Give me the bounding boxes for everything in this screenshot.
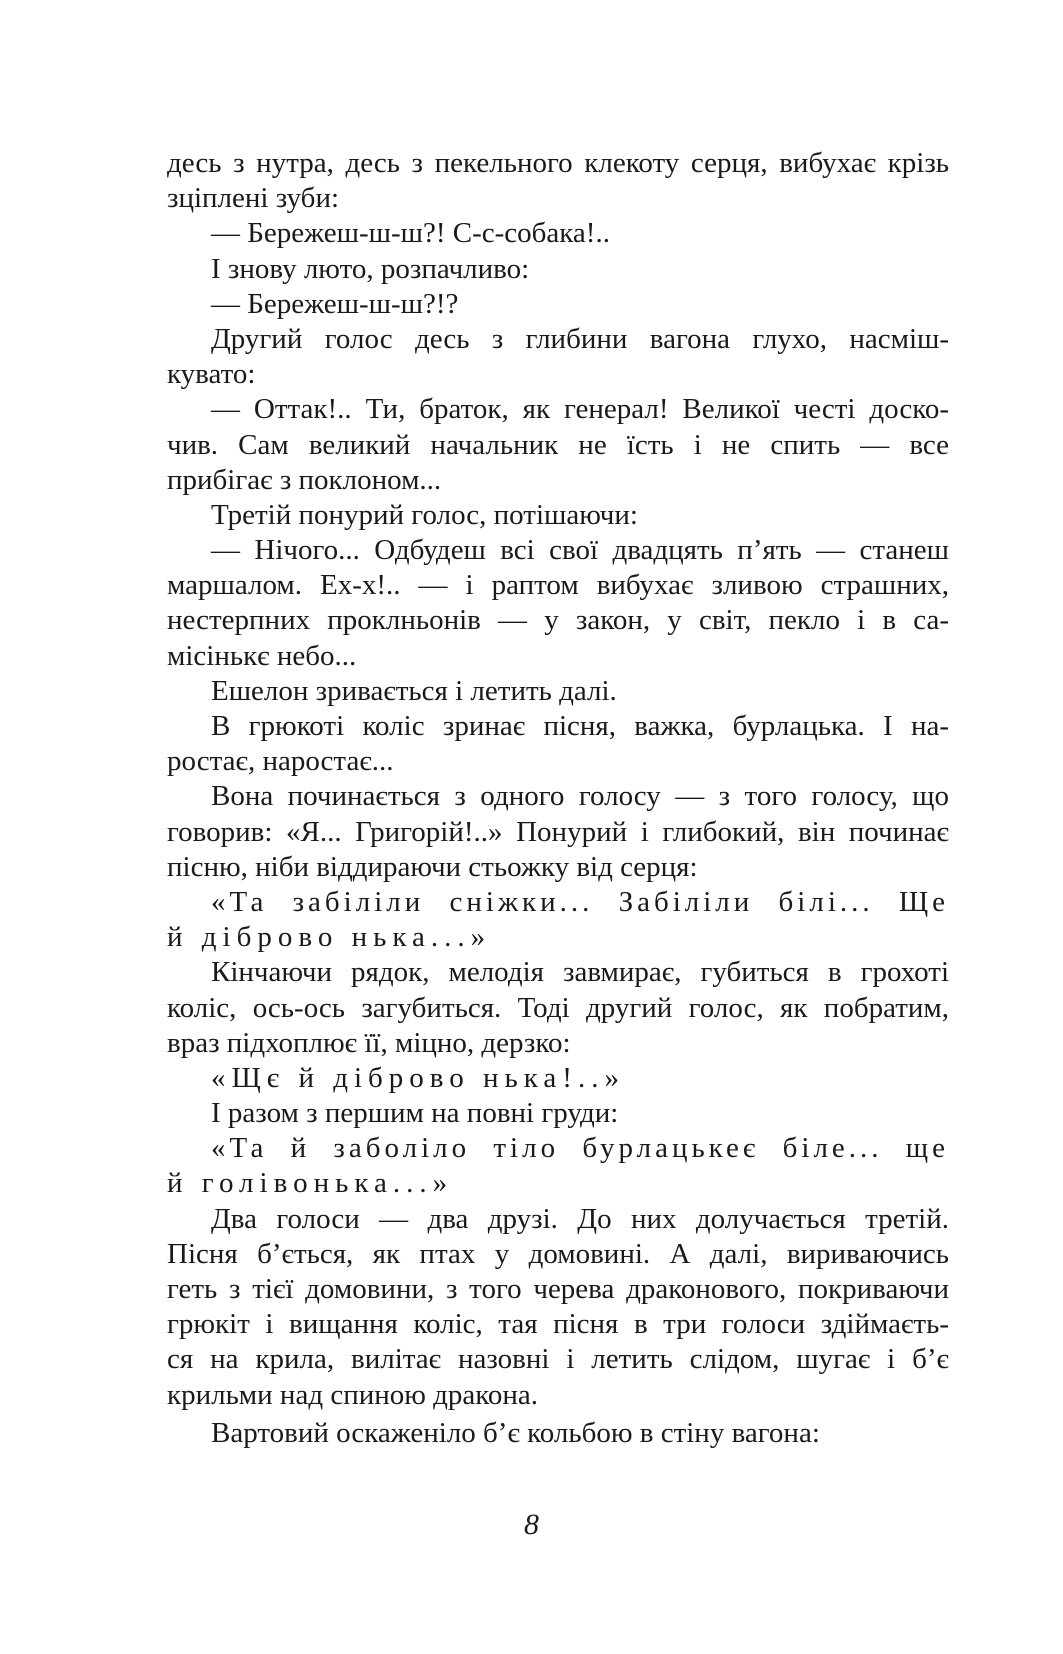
- text-line: ростає, наростає...: [167, 745, 394, 778]
- text-line: Вона починається з одного голосу — з того голосу, що: [211, 780, 949, 813]
- text-line: нестерпних проклньонів — у закон, у світ, пекло і в са-: [167, 604, 949, 637]
- book-page-text: [167, 146, 949, 1451]
- text-line: кувато:: [167, 358, 256, 391]
- text-line: геть з тієї домовини, з того черева драконового, покриваючи: [167, 1273, 949, 1305]
- text-line: пісню, ніби віддираючи стьожку від серця:: [167, 850, 698, 883]
- text-line: десь з нутра, десь з пекельного клекоту серця, вибухає крізь: [167, 147, 949, 179]
- text-line: ся на крила, вилітає назовні і летить слідом, шугає і б’є: [167, 1343, 949, 1376]
- song-line: й діброво нька...»: [167, 921, 492, 954]
- text-line: Кінчаючи рядок, мелодія завмирає, губиться в грохоті: [211, 956, 949, 989]
- text-line: Ешелон зривається і летить далі.: [211, 674, 617, 707]
- text-line: крильми над спиною дракона.: [167, 1378, 539, 1411]
- dialogue-line: — Бережеш-ш-ш?!?: [211, 287, 459, 320]
- text-line: Пісня б’ється, як птах у домовині. А далі, вириваючись: [167, 1237, 949, 1270]
- text-line: І разом з першим на повні груди:: [211, 1097, 619, 1130]
- dialogue-line: — Нічого... Одбудеш всі свої двадцять п’ять — станеш: [211, 534, 949, 567]
- text-line: коліс, ось-ось загубиться. Тоді другий голос, як побратим,: [167, 991, 949, 1024]
- song-line: «Та й заболіло тіло бурлацькеє біле... ще: [211, 1132, 949, 1165]
- page-number: 8: [524, 1508, 539, 1541]
- text-line: чив. Сам великий начальник не їсть і не спить — все: [167, 428, 949, 461]
- song-line: «Та забіліли сніжки... Забіліли білі... Ще: [211, 885, 949, 918]
- text-line: зціплені зуби:: [167, 182, 340, 215]
- text-line: Другий голос десь з глибини вагона глухо, насміш-: [211, 322, 949, 355]
- text-line: В грюкоті коліс зринає пісня, важка, бурлацька. І на-: [211, 710, 949, 742]
- text-line: маршалом. Ех-х!.. — і раптом вибухає зливою страшних,: [167, 569, 949, 602]
- text-line: І знову люто, розпачливо:: [211, 252, 530, 285]
- text-line: Вартовий оскаженіло б’є кольбою в стіну вагона:: [211, 1416, 820, 1449]
- text-line: враз підхоплює її, міцно, дерзко:: [167, 1026, 571, 1059]
- text-line: Два голоси — два друзі. До них долучається третій.: [211, 1202, 949, 1235]
- text-line: Третій понурий голос, потішаючи:: [211, 498, 638, 531]
- dialogue-line: — Бережеш-ш-ш?! С-с-собака!..: [211, 217, 610, 250]
- dialogue-line: — Оттак!.. Ти, браток, як генерал! Великої честі доско-: [211, 393, 949, 426]
- song-line: «Щє й діброво нька!..»: [211, 1061, 625, 1094]
- text-line: грюкіт і вищання коліс, тая пісня в три голоси здіймаєть-: [167, 1308, 949, 1341]
- text-line: прибігає з поклоном...: [167, 463, 442, 496]
- song-line: й голівонька...»: [167, 1167, 454, 1200]
- text-line: говорив: «Я... Григорій!..» Понурий і глибокий, він починає: [167, 815, 949, 848]
- text-line: місінькє небо...: [167, 639, 357, 672]
